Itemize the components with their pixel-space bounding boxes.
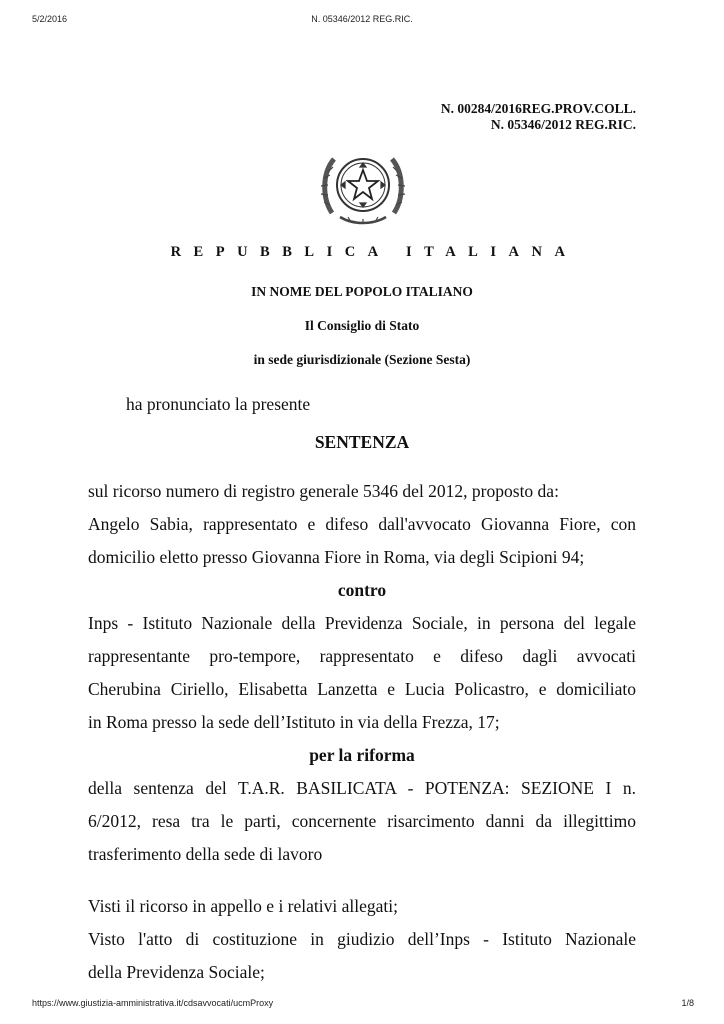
ricorso-line: sul ricorso numero di registro generale 5346 del 2012, proposto da: bbox=[88, 481, 559, 501]
intro-text: ha pronunciato la presente bbox=[126, 394, 311, 414]
visti-line: Visto l'atto di costituzione in giudizio dell’Inps - Istituto Nazionale bbox=[88, 929, 636, 949]
italian-republic-emblem-icon bbox=[318, 143, 408, 227]
visti-paragraph bbox=[88, 890, 636, 989]
browser-page-number: 1/8 bbox=[681, 998, 694, 1008]
riforma-line: 6/2012, resa tra le parti, concernente risarcimento danni da illegittimo bbox=[88, 811, 636, 831]
ricorso-line: domicilio eletto presso Giovanna Fiore in Roma, via degli Scipioni 94; bbox=[88, 547, 585, 567]
ref-prov-coll: N. 00284/2016REG.PROV.COLL. bbox=[440, 101, 636, 116]
ref-reg-ric: N. 05346/2012 REG.RIC. bbox=[490, 117, 636, 132]
contro-line: in Roma presso la sede dell’Istituto in via della Frezza, 17; bbox=[88, 712, 500, 732]
riforma-line: trasferimento della sede di lavoro bbox=[88, 844, 323, 864]
riforma-line: della sentenza del T.A.R. BASILICATA - POTENZA: SEZIONE I n. bbox=[88, 778, 636, 798]
in-nome-heading: IN NOME DEL POPOLO ITALIANO bbox=[251, 284, 473, 299]
ricorso-line: Angelo Sabia, rappresentato e difeso dall'avvocato Giovanna Fiore, con bbox=[88, 514, 636, 534]
ricorso-paragraph bbox=[88, 475, 636, 871]
court-heading: Il Consiglio di Stato bbox=[304, 318, 420, 333]
riforma-label: per la riforma bbox=[309, 745, 415, 765]
sentenza-title: SENTENZA bbox=[314, 432, 410, 452]
contro-line: Inps - Istituto Nazionale della Previdenza Sociale, in persona del legale bbox=[88, 613, 636, 633]
browser-page-title: N. 05346/2012 REG.RIC. bbox=[311, 14, 413, 24]
contro-line: rappresentante pro-tempore, rappresentato e difeso dagli avvocati bbox=[88, 646, 636, 666]
section-heading: in sede giurisdizionale (Sezione Sesta) bbox=[253, 352, 471, 367]
contro-line: Cherubina Ciriello, Elisabetta Lanzetta e Lucia Policastro, e domiciliato bbox=[88, 679, 636, 699]
browser-url: https://www.giustizia-amministrativa.it/cdsavvocati/ucmProxy bbox=[32, 998, 274, 1008]
visti-line: Visti il ricorso in appello e i relativi allegati; bbox=[88, 896, 398, 916]
case-references bbox=[441, 101, 636, 133]
browser-date: 5/2/2016 bbox=[32, 14, 68, 24]
contro-label: contro bbox=[337, 580, 387, 600]
republic-heading: REPUBBLICA ITALIANA bbox=[170, 244, 578, 260]
visti-line: della Previdenza Sociale; bbox=[88, 962, 265, 982]
